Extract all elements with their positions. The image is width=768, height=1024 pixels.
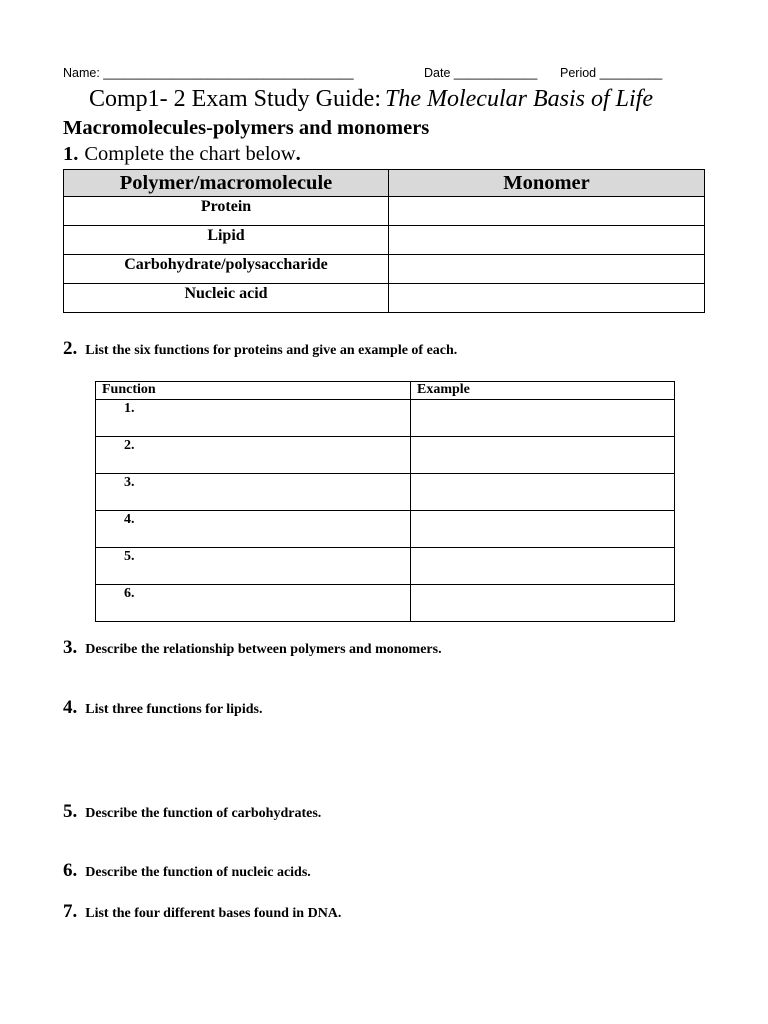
question-2 [63,338,457,360]
function-cell[interactable]: 5. [96,548,411,585]
table-row [96,585,675,622]
table-row [96,437,675,474]
polymer-monomer-chart [63,169,705,313]
monomer-answer-cell[interactable] [389,255,705,284]
polymer-cell: Nucleic acid [64,284,389,313]
question-text: Describe the relationship between polymers and monomers. [85,642,442,657]
polymer-cell: Carbohydrate/polysaccharide [64,255,389,284]
example-answer-cell[interactable] [411,437,675,474]
question-6 [63,860,311,882]
table-row [96,400,675,437]
question-text: List the four different bases found in DNA. [85,906,342,921]
table-row [96,548,675,585]
monomer-answer-cell[interactable] [389,284,705,313]
question-3 [63,637,442,659]
period-field-label: Period _________ [560,66,663,80]
function-cell[interactable]: 4. [96,511,411,548]
question-number: 5. [63,801,78,822]
header-polymer: Polymer/macromolecule [64,170,389,197]
question-text: Describe the function of carbohydrates. [85,806,322,821]
table-row [96,511,675,548]
question-period: . [295,143,301,165]
function-cell[interactable]: 2. [96,437,411,474]
protein-functions-chart [95,381,675,622]
question-number: 1. [63,143,79,165]
page-title [89,86,653,113]
polymer-cell: Lipid [64,226,389,255]
table-row [64,255,705,284]
table-row [64,197,705,226]
title-main: Comp1- 2 Exam Study Guide: [89,86,381,112]
table-row [96,474,675,511]
header-function: Function [96,382,411,400]
chart-header-row [64,170,705,197]
function-cell[interactable]: 1. [96,400,411,437]
example-answer-cell[interactable] [411,400,675,437]
monomer-answer-cell[interactable] [389,197,705,226]
question-5 [63,801,321,823]
function-cell[interactable]: 3. [96,474,411,511]
question-text: Describe the function of nucleic acids. [85,865,311,880]
example-answer-cell[interactable] [411,585,675,622]
function-cell[interactable]: 6. [96,585,411,622]
question-4 [63,697,262,719]
name-field-label: Name: ____________________________________ [63,66,354,80]
date-field-label: Date ____________ [424,66,538,80]
question-number: 2. [63,338,78,359]
example-answer-cell[interactable] [411,474,675,511]
question-number: 6. [63,860,78,881]
question-number: 3. [63,637,78,658]
question-1 [63,143,301,166]
question-number: 7. [63,901,78,922]
polymer-cell: Protein [64,197,389,226]
header-example: Example [411,382,675,400]
question-text: List the six functions for proteins and give an example of each. [85,343,458,358]
question-text: List three functions for lipids. [85,702,263,717]
question-text: Complete the chart below [84,143,296,165]
example-answer-cell[interactable] [411,548,675,585]
chart-header-row [96,382,675,400]
monomer-answer-cell[interactable] [389,226,705,255]
title-subtitle: The Molecular Basis of Life [384,86,653,112]
table-row [64,226,705,255]
table-row [64,284,705,313]
question-7 [63,901,341,923]
example-answer-cell[interactable] [411,511,675,548]
section-heading: Macromolecules-polymers and monomers [63,117,430,139]
header-monomer: Monomer [389,170,705,197]
question-number: 4. [63,697,78,718]
